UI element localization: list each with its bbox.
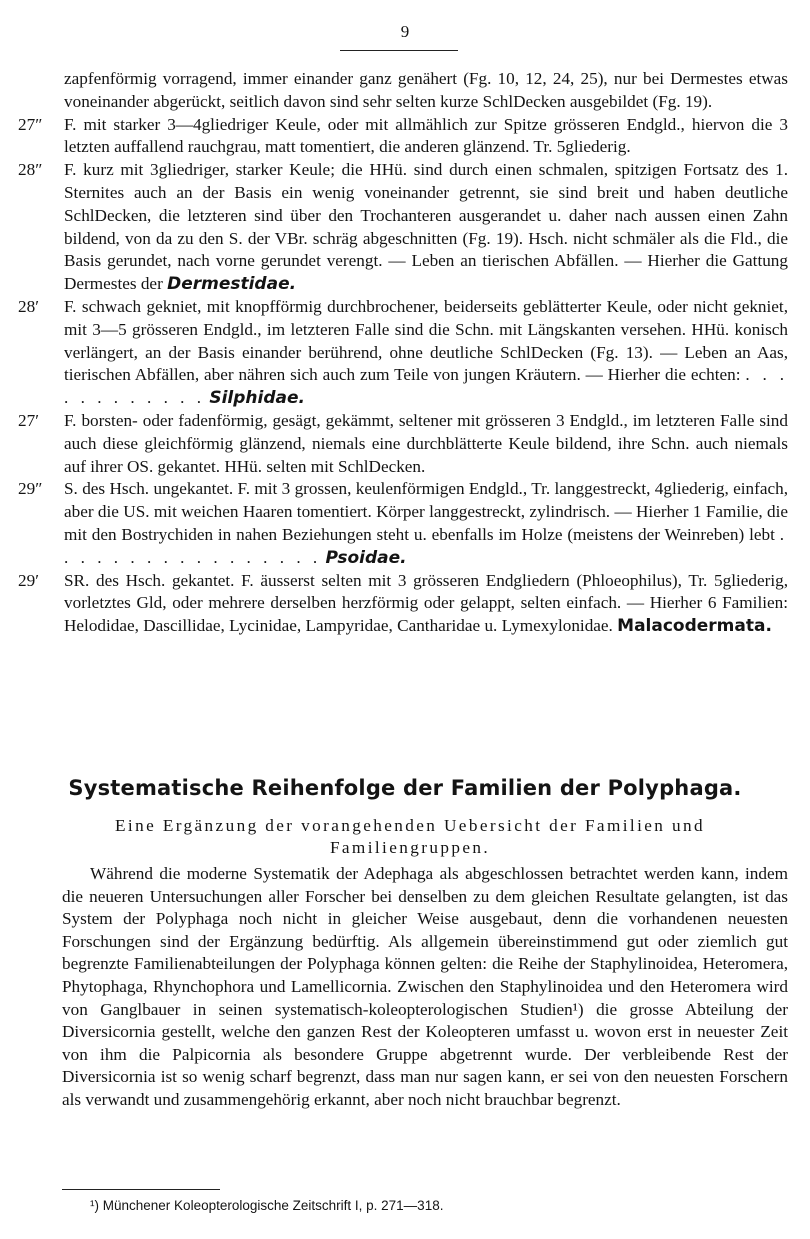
family-name-malacodermata: Malacodermata. [617,616,772,637]
key-entry-number: 29″ [18,479,43,499]
footnote [90,1198,690,1213]
key-entry-number: 29′ [18,570,39,590]
key-entry-number: 27′ [18,410,39,430]
footnote-text: Münchener Koleopterologische Zeitschrift I, p. 271—318. [102,1198,444,1213]
key-entry-number: 27″ [18,114,43,134]
page-number: 9 [400,22,410,41]
key-intro-text: zapfenförmig vorragend, immer einander ganz genähert (Fg. 10, 12, 24, 25), nur bei Dermestes etwas voneinander abgerückt, seitlich davon sind sehr selten kurze SchlDecken ausgebildet (Fg. 19). [64,69,788,111]
key-entry-28b [18,296,788,410]
identification-key [18,68,788,638]
footnote-marker: ¹) [90,1198,99,1213]
header-rule [340,50,458,51]
key-entry-text: F. borsten- oder fadenförmig, gesägt, gekämmt, seltener mit grösseren 3 Endgld., im letzteren Falle sind auch diese gleichförmig glänzend, niemals eine durchblätterte Keule bildend, ihre Schn. auch niemals auf ihrer OS. gekantet. HHü. selten mit SchlDecken. [64,410,788,476]
key-entry-28a [18,159,788,296]
section-subtitle: Eine Ergänzung der vorangehenden Uebersicht der Familien und Familiengruppen. [115,816,705,857]
family-name-silphidae: Silphidae. [209,388,305,409]
key-entry-text: F. mit starker 3—4gliedriger Keule, oder mit allmählich zur Spitze grösseren Endgld., hiervon die 3 letzten auffallend rauchgrau, matt tomentiert, die anderen glänzend. Tr. 5gliederig. [64,114,788,157]
leader-dots: . . . . . . . . . . . . [64,365,788,408]
body-paragraph: Während die moderne Systematik der Adephaga als abgeschlossen betrachtet werden kann, indem die neueren Untersuchungen aller Forscher bei denselben zu dem gleichen Resultate gelangten, ist das System der Polyphaga noch nicht in gleicher Weise ausgebaut, denn die vorhandenen neuesten Forschungen sind der Ergänzung bedürftig. Als allgemein übereinstimmend gut oder ziemlich gut begrenzte Familienabteilungen der Polyphaga können gelten: die Reihe der Staphylinoidea, Heteromera, Phytophaga, Rhynchophora und Lamellicornia. Zwischen den Staphylinoidea und den Heteromera wird von Ganglbauer in seinen systematisch-koleopterologischen Studien¹) die grosse Abteilung der Diversicornia gestellt, welche den ganzen Rest der Koleopteren umfasst u. wovon erst in neuester Zeit von ihm die Palpicornia als besondere Gruppe abgetrennt wurde. Der verbleibende Rest der Diversicornia ist so wenig scharf begrenzt, dass man nur sagen kann, er sei von den neuesten Forschern als verwandt und zusammengehörig erkannt, aber noch nicht brauchbar begrenzt. [62,864,788,1109]
key-entry-27b [18,410,788,478]
key-entry-text: S. des Hsch. ungekantet. F. mit 3 grossen, keulenförmigen Endgld., Tr. langgestreckt, 4gliederig, einfach, aber die US. mit weichen Haaren tomentiert. Körper langgestreckt, zylindrisch. — Hierher 1 Familie, die mit den Bostrychiden in nahen Beziehungen steht u. ebenfalls im Holze (meistens der Weinreben) lebt [64,479,788,544]
key-entry-text: SR. des Hsch. gekantet. F. äusserst selten mit 3 grösseren Endgliedern (Phloeophilus), Tr. 5gliederig, vorletztes Gld, oder mehrere derselben herzförmig oder gelappt, selten einfach. — Hierher 6 Familien: Helodidae, Dascillidae, Lycinidae, Lampyridae, Cantharidae u. Lymexylonidae. [64,570,788,636]
key-entry-number: 28′ [18,296,39,316]
leader-dots: . . . . . . . . . . . . . . . . . [64,524,788,567]
family-name-dermestidae: Dermestidae. [167,274,297,295]
section-title: Systematische Reihenfolge der Familien der Polyphaga. [68,776,742,800]
key-entry-29b [18,570,788,638]
key-entry-27a [18,114,788,160]
family-name-psoidae: Psoidae. [325,547,407,568]
footnote-rule [62,1189,220,1190]
key-entry-text: F. kurz mit 3gliedriger, starker Keule; die HHü. sind durch einen schmalen, spitzigen Fortsatz des 1. Sternites auch an der Basis ein wenig voneinander getrennt, sie sind breit und haben deutliche SchlDecken, die letzteren sind über den Trochanteren ausgerandet u. daher nach aussen einen Zahn bildend, von da zu den S. der VBr. schräg abgeschnitten (Fg. 19). Hsch. nicht schmäler als die Fld., die Basis gerundet, nach vorne gerundet verengt. — Leben an tierischen Abfällen. — Hierher die Gattung Dermestes der [64,160,788,294]
key-intro-continuation [18,68,788,114]
key-entry-text: F. schwach gekniet, mit knopfförmig durchbrochener, beiderseits geblätterter Keule, oder nicht gekniet, mit 3—5 grösseren Endgld., im letzteren Falle sind die Schn. mit Längskanten versehen. HHü. konisch verlängert, an der Basis einander berührend, ohne deutliche SchlDecken (Fg. 13). — Leben an Aas, tierischen Abfällen, aber nähren sich auch zum Teile von jungen Kräutern. — Hierher die echten: [64,296,788,385]
key-entry-number: 28″ [18,160,43,180]
key-entry-29a [18,478,788,569]
